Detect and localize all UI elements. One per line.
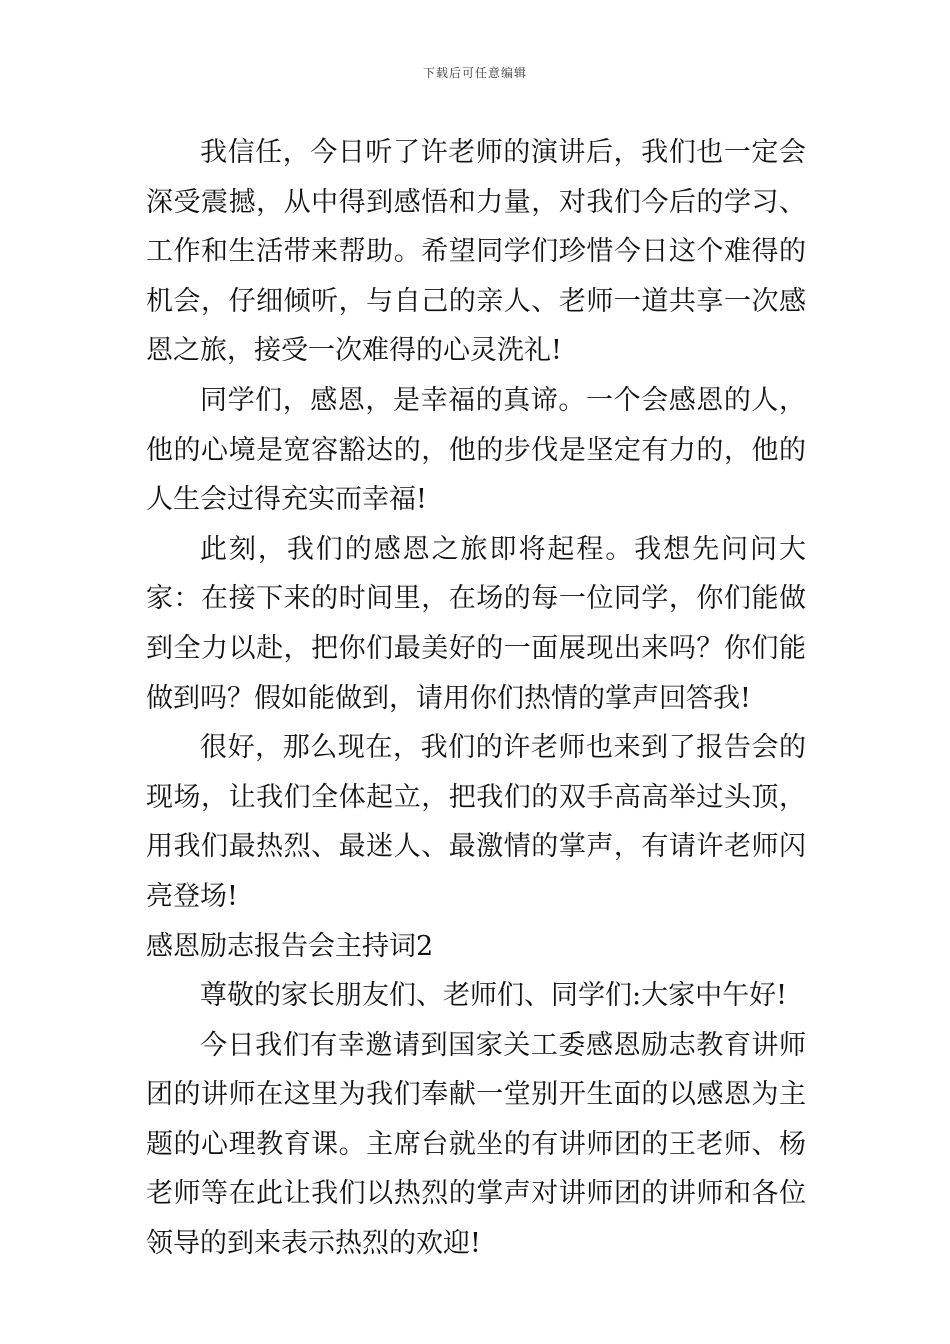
- document-body: [146, 128, 806, 1269]
- greeting-paragraph: 尊敬的家长朋友们、老师们、同学们:大家中午好!: [200, 980, 787, 1012]
- closing-paragraph: 今日我们有幸邀请到国家关工委感恩励志教育讲师团的讲师在这里为我们奉献一堂别开生面的以感恩为主题的心理教育课。主席台就坐的有讲师团的王老师、杨老师等在此让我们以热烈的掌声对讲师团的讲师和各位领导的到来表示热烈的欢迎!: [146, 1029, 806, 1260]
- paragraph-2: 同学们，感恩，是幸福的真谛。一个会感恩的人，他的心境是宽容豁达的，他的步伐是坚定有力的，他的人生会过得充实而幸福!: [146, 384, 806, 516]
- paragraph-1: 我信任，今日听了许老师的演讲后，我们也一定会深受震撼，从中得到感悟和力量，对我们今后的学习、工作和生活带来帮助。希望同学们珍惜今日这个难得的机会，仔细倾听，与自己的亲人、老师一道共享一次感恩之旅，接受一次难得的心灵洗礼!: [146, 137, 806, 367]
- section-title: 感恩励志报告会主持词2: [146, 930, 434, 962]
- paragraph-3: 此刻，我们的感恩之旅即将起程。我想先问问大家：在接下来的时间里，在场的每一位同学，你们能做到全力以赴，把你们最美好的一面展现出来吗？你们能做到吗？假如能做到，请用你们热情的掌声回答我!: [146, 533, 806, 714]
- paragraph-4: 很好，那么现在，我们的许老师也来到了报告会的现场，让我们全体起立，把我们的双手高高举过头顶，用我们最热烈、最迷人、最激情的掌声，有请许老师闪亮登场!: [146, 732, 806, 912]
- page-header-note: 下载后可任意编辑: [422, 66, 527, 80]
